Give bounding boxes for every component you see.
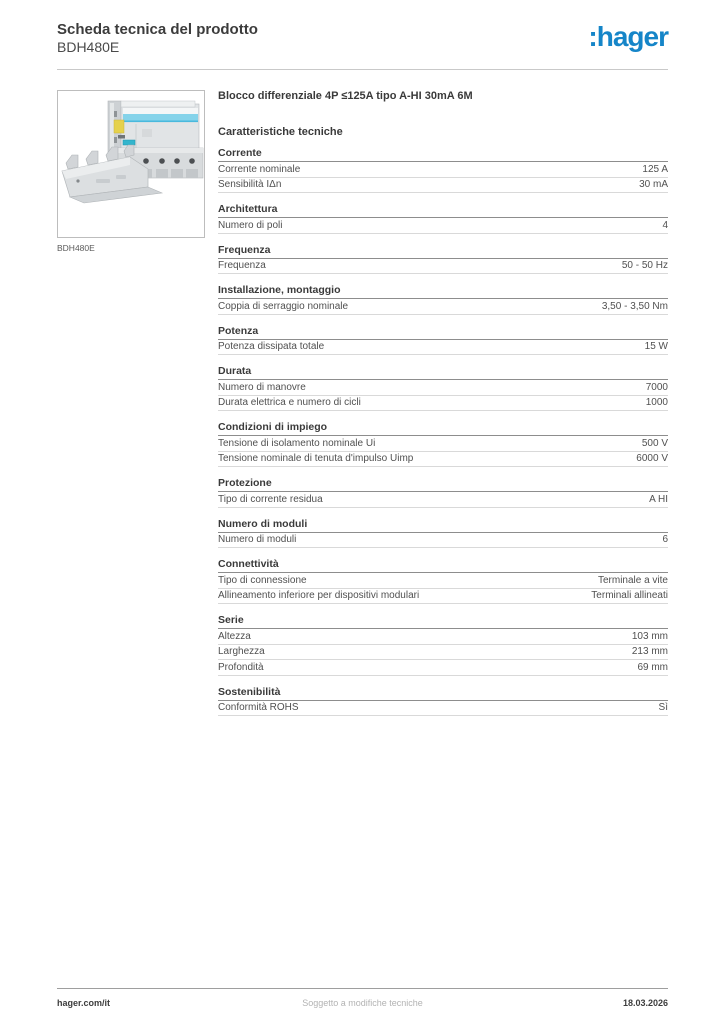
spec-section-title: Frequenza bbox=[218, 245, 668, 259]
spec-label: Altezza bbox=[218, 630, 251, 642]
product-photo bbox=[58, 91, 206, 239]
spec-row bbox=[218, 701, 668, 717]
spec-row bbox=[218, 299, 668, 315]
footer-row bbox=[57, 989, 668, 1008]
spec-row bbox=[218, 340, 668, 356]
spec-sections bbox=[218, 148, 668, 716]
spec-section-title: Corrente bbox=[218, 148, 668, 162]
page-title: Scheda tecnica del prodotto bbox=[57, 21, 258, 38]
tech-characteristics-heading: Caratteristiche tecniche bbox=[218, 126, 343, 138]
spec-section bbox=[218, 285, 668, 315]
spec-row bbox=[218, 645, 668, 661]
spec-value: 3,50 - 3,50 Nm bbox=[601, 300, 668, 312]
spec-label: Larghezza bbox=[218, 646, 265, 657]
spec-section bbox=[218, 519, 668, 549]
spec-column bbox=[218, 90, 668, 727]
spec-label: Numero di manovre bbox=[218, 381, 306, 393]
spec-row bbox=[218, 259, 668, 275]
spec-row bbox=[218, 380, 668, 396]
spec-value: 1000 bbox=[645, 397, 668, 408]
spec-value: 15 W bbox=[644, 341, 668, 352]
page-footer bbox=[57, 988, 668, 1008]
spec-label: Allineamento inferiore per dispositivi modulari bbox=[218, 590, 420, 601]
spec-value: Terminali allineati bbox=[591, 590, 668, 601]
spec-row bbox=[218, 533, 668, 549]
spec-value: 213 mm bbox=[631, 646, 668, 657]
footer-note: Soggetto a modifiche tecniche bbox=[302, 998, 423, 1008]
spec-label: Profondità bbox=[218, 661, 264, 673]
spec-value: 6000 V bbox=[636, 453, 668, 464]
spec-section bbox=[218, 245, 668, 275]
footer-url: hager.com/it bbox=[57, 998, 111, 1008]
spec-label: Durata elettrica e numero di cicli bbox=[218, 397, 361, 408]
spec-label: Potenza dissipata totale bbox=[218, 341, 325, 352]
spec-row bbox=[218, 218, 668, 234]
spec-label: Corrente nominale bbox=[218, 163, 301, 175]
spec-label: Numero di poli bbox=[218, 219, 283, 231]
spec-section bbox=[218, 148, 668, 193]
page-header bbox=[0, 0, 724, 56]
spec-label: Tipo di connessione bbox=[218, 574, 307, 586]
spec-section-title: Protezione bbox=[218, 478, 668, 492]
spec-section-title: Connettività bbox=[218, 559, 668, 573]
spec-section-title: Sostenibilità bbox=[218, 687, 668, 701]
spec-section-title: Potenza bbox=[218, 326, 668, 340]
spec-section bbox=[218, 559, 668, 604]
spec-section bbox=[218, 687, 668, 717]
hager-logo: :hager bbox=[588, 21, 668, 52]
spec-row bbox=[218, 573, 668, 589]
spec-label: Sensibilità IΔn bbox=[218, 179, 282, 190]
spec-row bbox=[218, 589, 668, 605]
spec-section bbox=[218, 615, 668, 676]
spec-value: Terminale a vite bbox=[597, 574, 668, 586]
spec-section-title: Condizioni di impiego bbox=[218, 422, 668, 436]
spec-row bbox=[218, 396, 668, 412]
spec-label: Tensione di isolamento nominale Ui bbox=[218, 437, 376, 449]
spec-section-title: Installazione, montaggio bbox=[218, 285, 668, 299]
spec-section-title: Serie bbox=[218, 615, 668, 629]
spec-row bbox=[218, 178, 668, 194]
spec-value: 69 mm bbox=[637, 661, 668, 673]
spec-value: 125 A bbox=[642, 163, 668, 175]
spec-label: Coppia di serraggio nominale bbox=[218, 300, 349, 312]
spec-row bbox=[218, 660, 668, 676]
spec-row bbox=[218, 492, 668, 508]
spec-value: 50 - 50 Hz bbox=[621, 260, 668, 271]
spec-value: 500 V bbox=[641, 437, 668, 449]
spec-row bbox=[218, 452, 668, 468]
spec-section bbox=[218, 478, 668, 508]
product-code: BDH480E bbox=[57, 39, 120, 55]
spec-section-title: Numero di moduli bbox=[218, 519, 668, 533]
spec-value: A HI bbox=[649, 493, 668, 505]
spec-label: Numero di moduli bbox=[218, 534, 297, 545]
spec-section bbox=[218, 366, 668, 411]
spec-section bbox=[218, 204, 668, 234]
product-image-frame bbox=[57, 90, 205, 238]
spec-label: Tensione nominale di tenuta d'impulso Uimp bbox=[218, 453, 414, 464]
main-content bbox=[0, 70, 724, 727]
spec-section-title: Durata bbox=[218, 366, 668, 380]
spec-section bbox=[218, 422, 668, 467]
product-image-caption: BDH480E bbox=[57, 243, 95, 253]
spec-value: 6 bbox=[662, 534, 668, 545]
spec-value: 7000 bbox=[645, 381, 668, 393]
image-column bbox=[57, 90, 205, 253]
header-titles bbox=[57, 21, 258, 56]
spec-section-title: Architettura bbox=[218, 204, 668, 218]
spec-row bbox=[218, 162, 668, 178]
spec-value: 103 mm bbox=[631, 630, 668, 642]
spec-label: Tipo di corrente residua bbox=[218, 493, 323, 505]
spec-value: 4 bbox=[662, 219, 668, 231]
spec-value: 30 mA bbox=[639, 179, 668, 190]
spec-label: Conformità ROHS bbox=[218, 702, 299, 713]
spec-row bbox=[218, 629, 668, 645]
spec-label: Frequenza bbox=[218, 260, 266, 271]
spec-row bbox=[218, 436, 668, 452]
product-title: Blocco differenziale 4P ≤125A tipo A-HI 30mA 6M bbox=[218, 90, 473, 102]
spec-value: Sì bbox=[658, 702, 668, 713]
footer-date: 18.03.2026 bbox=[622, 998, 668, 1008]
spec-section bbox=[218, 326, 668, 356]
